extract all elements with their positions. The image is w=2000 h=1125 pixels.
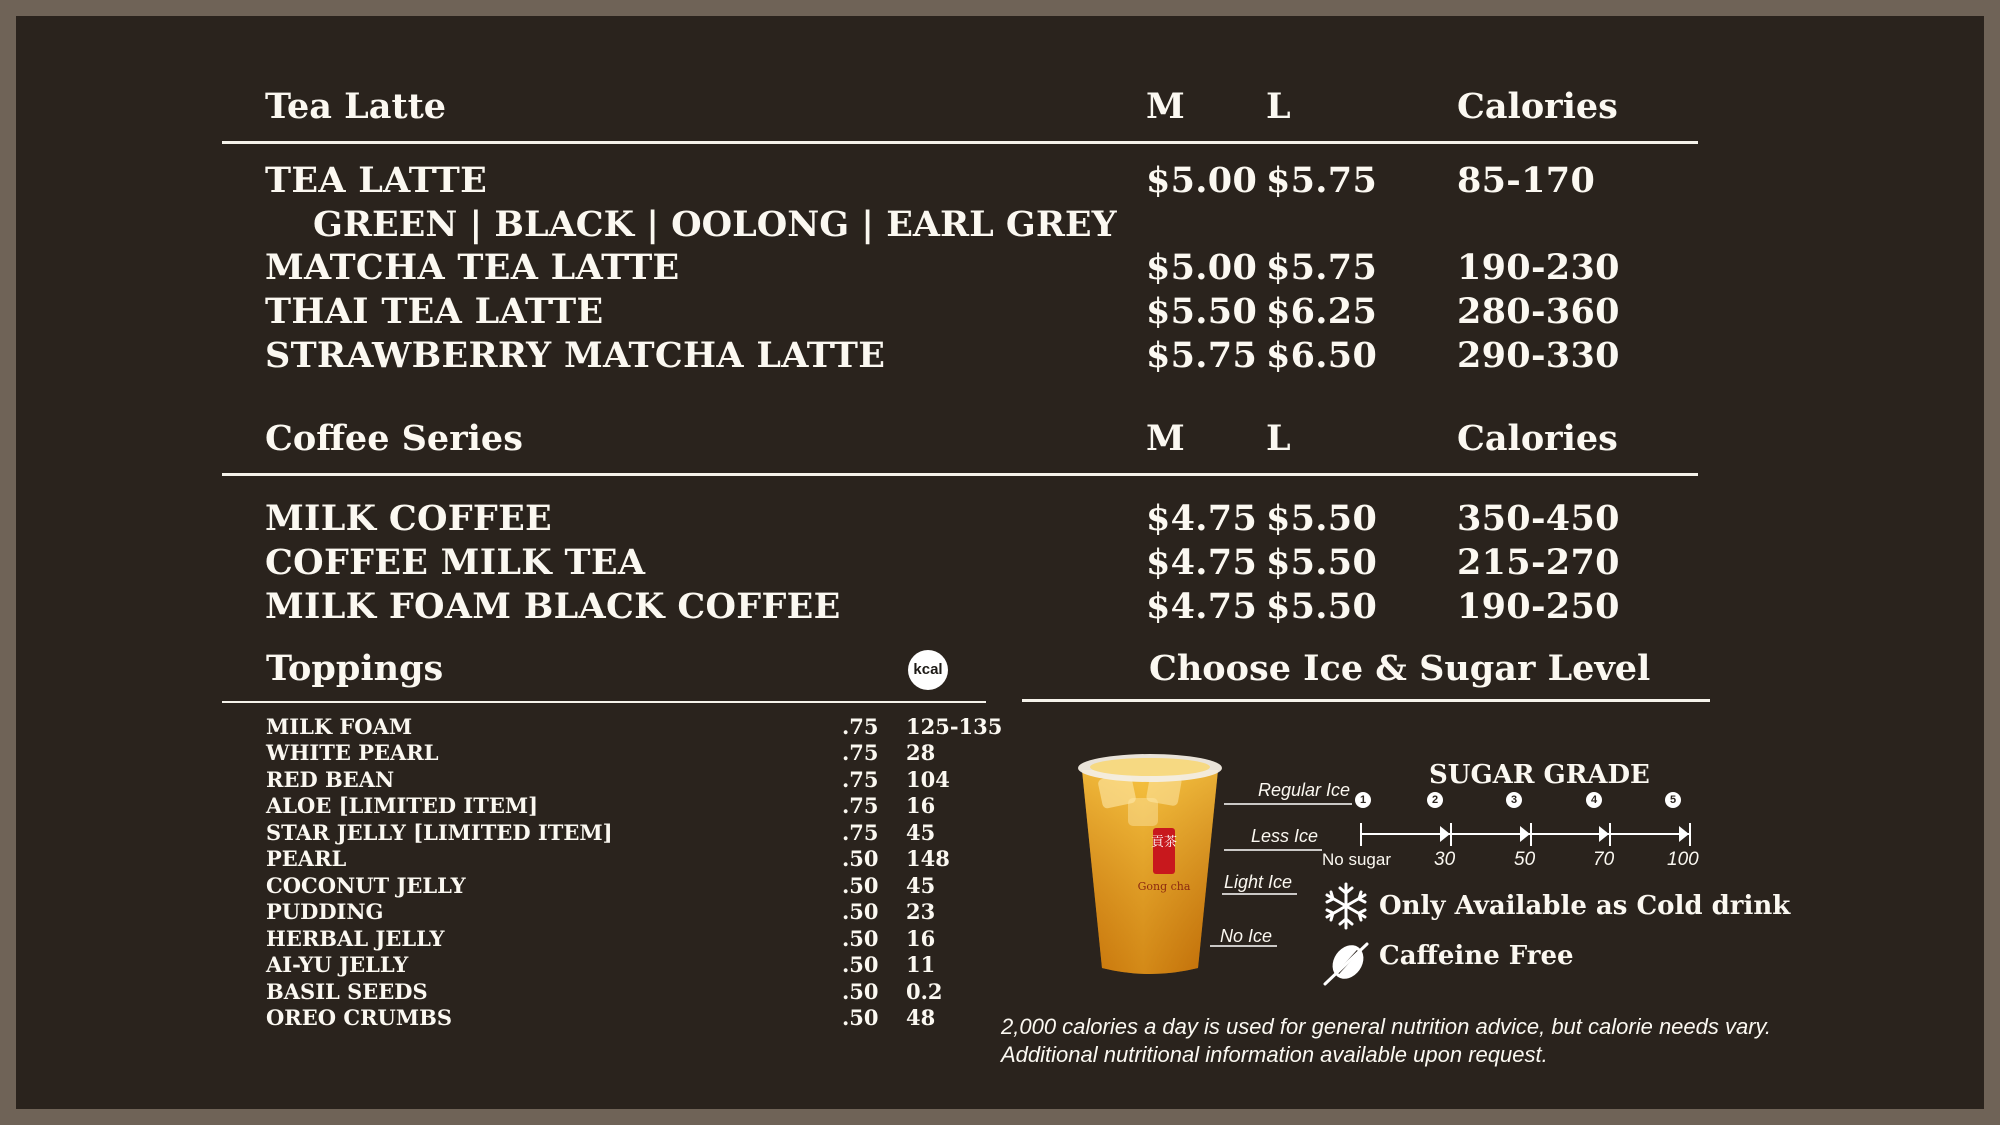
topping-price: .50 <box>842 846 879 871</box>
calories: 85-170 <box>1457 160 1596 201</box>
price-medium: $5.50 <box>1146 291 1258 332</box>
topping-name: RED BEAN <box>266 767 395 792</box>
grade-value-70: 70 <box>1593 849 1615 870</box>
topping-price: .75 <box>842 820 879 845</box>
ice-level-none: No Ice <box>1220 926 1273 946</box>
topping-kcal: 16 <box>906 926 936 951</box>
price-medium: $5.00 <box>1146 160 1258 201</box>
topping-kcal: 0.2 <box>906 979 943 1004</box>
topping-price: .50 <box>842 899 879 924</box>
cup-brand: Gong cha <box>1137 880 1191 893</box>
topping-kcal: 16 <box>906 793 936 818</box>
topping-price: .50 <box>842 926 879 951</box>
calories: 290-330 <box>1457 335 1620 376</box>
calories: 190-230 <box>1457 247 1620 288</box>
price-medium: $4.75 <box>1146 586 1258 627</box>
topping-price: .50 <box>842 873 879 898</box>
topping-kcal: 45 <box>906 820 936 845</box>
topping-kcal: 28 <box>906 740 936 765</box>
column-header-calories: Calories <box>1457 86 1618 127</box>
menu-item-name: COFFEE MILK TEA <box>265 542 646 583</box>
caffeine-free-icon <box>1321 938 1371 988</box>
topping-name: HERBAL JELLY <box>266 926 445 951</box>
section-heading-ice-sugar: Choose Ice & Sugar Level <box>1149 648 1651 689</box>
ice-level-light: Light Ice <box>1224 872 1293 892</box>
topping-name: PUDDING <box>266 899 384 924</box>
menu-item-name: MILK FOAM BLACK COFFEE <box>265 586 841 627</box>
topping-name: COCONUT JELLY <box>266 873 466 898</box>
topping-kcal: 45 <box>906 873 936 898</box>
grade-number-2: 2 <box>1427 792 1443 808</box>
calories: 350-450 <box>1457 498 1620 539</box>
grade-number-1: 1 <box>1355 792 1371 808</box>
grade-value-100: 100 <box>1667 849 1699 870</box>
topping-price: .50 <box>842 952 879 977</box>
topping-price: .75 <box>842 793 879 818</box>
price-large: $5.50 <box>1266 586 1378 627</box>
price-large: $5.50 <box>1266 542 1378 583</box>
sugar-grade-scale <box>1356 816 1696 850</box>
grade-value-30: 30 <box>1434 849 1456 870</box>
column-header-calories: Calories <box>1457 418 1618 459</box>
topping-name: MILK FOAM <box>266 714 413 739</box>
tea-base-options: GREEN | BLACK | OOLONG | EARL GREY <box>313 204 1117 245</box>
topping-name: WHITE PEARL <box>266 740 439 765</box>
cup-logo: 貢茶 <box>1150 835 1178 850</box>
caffeine-free-note: Caffeine Free <box>1379 941 1574 971</box>
topping-kcal: 11 <box>906 952 936 977</box>
topping-kcal: 125-135 <box>906 714 1003 739</box>
price-large: $5.75 <box>1266 160 1378 201</box>
cold-drink-note: Only Available as Cold drink <box>1379 891 1791 921</box>
topping-price: .50 <box>842 1005 879 1030</box>
section-heading-coffee-series: Coffee Series <box>265 418 523 459</box>
topping-kcal: 104 <box>906 767 950 792</box>
price-large: $5.75 <box>1266 247 1378 288</box>
calories: 280-360 <box>1457 291 1620 332</box>
ice-level-regular: Regular Ice <box>1258 780 1351 800</box>
price-medium: $4.75 <box>1146 542 1258 583</box>
menu-item-name: THAI TEA LATTE <box>265 291 604 332</box>
price-medium: $5.00 <box>1146 247 1258 288</box>
topping-name: ALOE [LIMITED ITEM] <box>266 793 539 818</box>
grade-value-no-sugar: No sugar <box>1322 850 1391 869</box>
menu-item-name: MILK COFFEE <box>265 498 553 539</box>
section-divider <box>222 473 1698 476</box>
topping-price: .75 <box>842 714 879 739</box>
sugar-grade-title: SUGAR GRADE <box>1429 760 1650 790</box>
calories: 215-270 <box>1457 542 1620 583</box>
ice-level-less: Less Ice <box>1251 826 1319 846</box>
topping-price: .75 <box>842 740 879 765</box>
calories: 190-250 <box>1457 586 1620 627</box>
snowflake-icon <box>1321 881 1371 931</box>
topping-name: AI-YU JELLY <box>266 952 409 977</box>
topping-name: PEARL <box>266 846 347 871</box>
section-divider <box>222 141 1698 144</box>
topping-kcal: 48 <box>906 1005 936 1030</box>
section-divider <box>222 701 986 703</box>
price-large: $5.50 <box>1266 498 1378 539</box>
topping-kcal: 23 <box>906 899 936 924</box>
price-large: $6.25 <box>1266 291 1378 332</box>
price-medium: $4.75 <box>1146 498 1258 539</box>
price-medium: $5.75 <box>1146 335 1258 376</box>
menu-item-name: STRAWBERRY MATCHA LATTE <box>265 335 886 376</box>
topping-name: STAR JELLY [LIMITED ITEM] <box>266 820 613 845</box>
grade-value-50: 50 <box>1514 849 1536 870</box>
column-header-medium: M <box>1146 418 1185 459</box>
kcal-badge-icon: kcal <box>908 650 948 690</box>
grade-number-5: 5 <box>1665 792 1681 808</box>
grade-number-3: 3 <box>1506 792 1522 808</box>
grade-number-4: 4 <box>1586 792 1602 808</box>
column-header-large: L <box>1266 86 1291 127</box>
section-heading-tea-latte: Tea Latte <box>265 86 447 127</box>
footnote-line-1: 2,000 calories a day is used for general nutrition advice, but calorie needs vary. <box>1001 1014 1772 1039</box>
topping-price: .75 <box>842 767 879 792</box>
menu-item-name: TEA LATTE <box>265 160 488 201</box>
footnote-line-2: Additional nutritional information available upon request. <box>1001 1042 1548 1067</box>
section-divider <box>1022 699 1710 702</box>
section-heading-toppings: Toppings <box>266 648 444 689</box>
menu-board <box>16 16 1984 1109</box>
topping-name: OREO CRUMBS <box>266 1005 452 1030</box>
topping-kcal: 148 <box>906 846 950 871</box>
topping-price: .50 <box>842 979 879 1004</box>
topping-name: BASIL SEEDS <box>266 979 428 1004</box>
menu-item-name: MATCHA TEA LATTE <box>265 247 680 288</box>
column-header-medium: M <box>1146 86 1185 127</box>
price-large: $6.50 <box>1266 335 1378 376</box>
column-header-large: L <box>1266 418 1291 459</box>
